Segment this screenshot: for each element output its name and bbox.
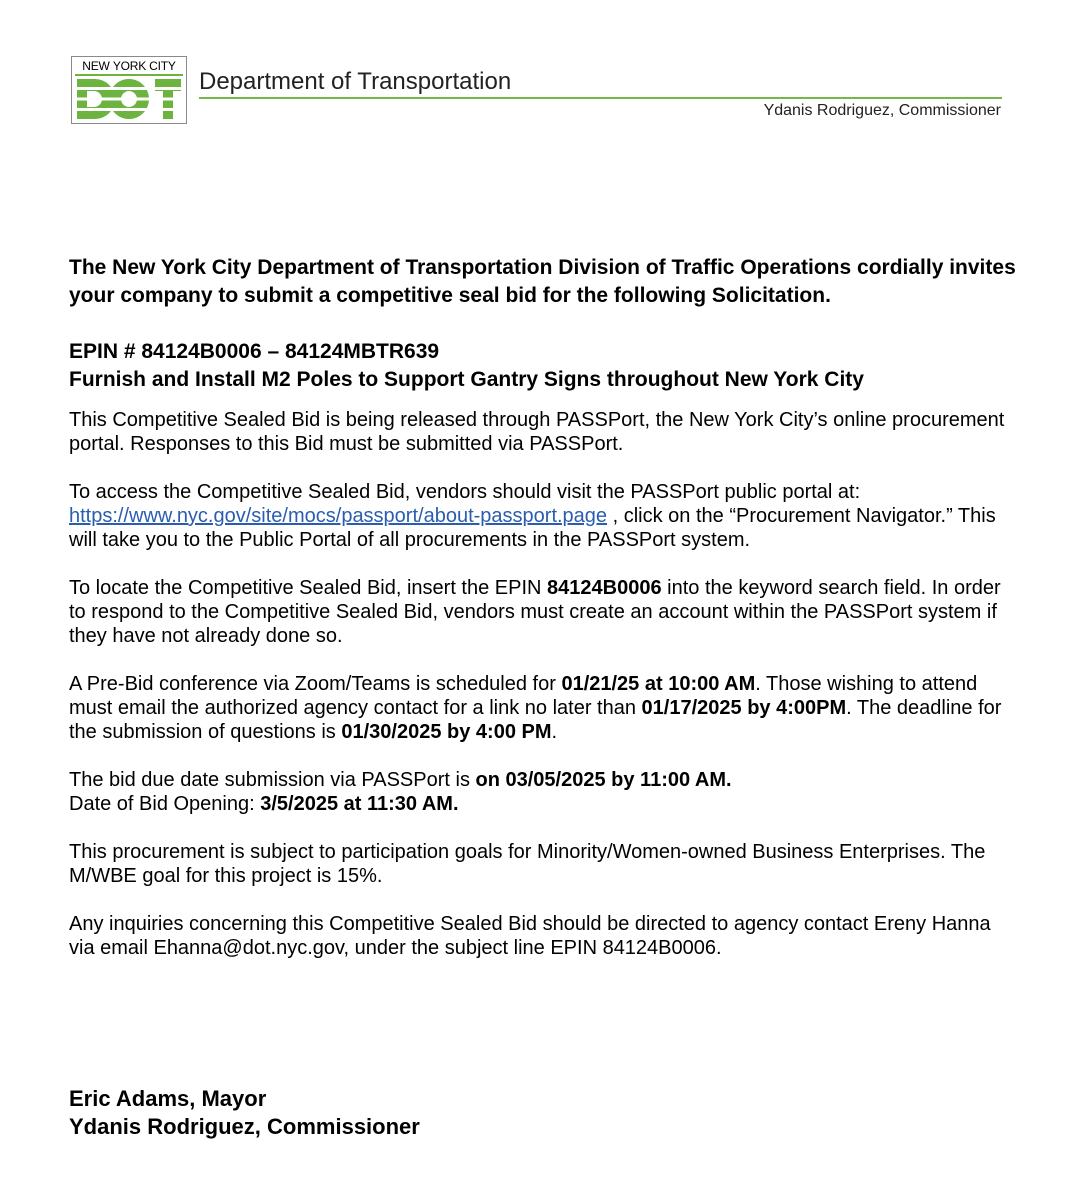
- prebid-date: 01/21/25 at 10:00 AM: [561, 673, 756, 695]
- invitation-intro: The New York City Department of Transportation Division of Traffic Operations cordially invites your company to submit a competitive seal bid for the following Solicitation.: [69, 256, 1016, 307]
- logo-rule: [75, 74, 183, 76]
- questions-deadline: 01/30/2025 by 4:00 PM: [341, 721, 552, 743]
- mwbe-paragraph: This procurement is subject to participation goals for Minority/Women-owned Business Enterprises. The M/WBE goal for this project is 15%.: [69, 841, 986, 887]
- due-date-paragraph: The bid due date submission via PASSPort is on 03/05/2025 by 11:00 AM. Date of Bid Opening: 3/5/2025 at 11:30 AM.: [69, 769, 732, 815]
- solicitation-heading: [69, 338, 1019, 394]
- bid-due-date: on 03/05/2025 by 11:00 AM.: [475, 769, 732, 791]
- header-divider: [199, 97, 1002, 99]
- bid-opening-date: 3/5/2025 at 11:30 AM.: [260, 793, 459, 815]
- inquiries-paragraph: Any inquiries concerning this Competitive Sealed Bid should be directed to agency contact Ereny Hanna via email Ehanna@dot.nyc.gov, under the subject line EPIN 84124B0006.: [69, 913, 991, 959]
- solicitation-title: Furnish and Install M2 Poles to Support Gantry Signs throughout New York City: [69, 368, 864, 391]
- header-commissioner: Ydanis Rodriguez, Commissioner: [763, 102, 1001, 119]
- commissioner-name: Ydanis Rodriguez, Commissioner: [69, 1114, 420, 1139]
- locate-paragraph: To locate the Competitive Sealed Bid, insert the EPIN 84124B0006 into the keyword search field. In order to respond to the Competitive Sealed Bid, vendors must create an account within the PASSPort system if they have not already done so.: [69, 577, 1001, 647]
- access-paragraph: To access the Competitive Sealed Bid, vendors should visit the PASSPort public portal at: https://www.nyc.gov/site/mocs/passport/about-passport.page , click on the “Procurement Navigator.” This will take you to the Public Portal of all procurements in the PASSPort system.: [69, 481, 996, 551]
- rsvp-deadline: 01/17/2025 by 4:00PM: [641, 697, 847, 719]
- nyc-dot-logo: [71, 56, 187, 124]
- epin-line: EPIN # 84124B0006 – 84124MBTR639: [69, 340, 440, 363]
- prebid-paragraph: A Pre-Bid conference via Zoom/Teams is scheduled for 01/21/25 at 10:00 AM. Those wishing to attend must email the authorized agency contact for a link no later than 01/17/2025 by 4:00PM. The deadline for the submission of questions is 01/30/2025 by 4:00 PM.: [69, 673, 1002, 743]
- logo-city-text: NEW YORK CITY: [82, 59, 176, 73]
- department-name: Department of Transportation: [199, 68, 512, 95]
- dot-letters-logo: [75, 78, 183, 120]
- letter-body: [69, 254, 1019, 984]
- release-paragraph: This Competitive Sealed Bid is being released through PASSPort, the New York City’s online procurement portal. Responses to this Bid must be submitted via PASSPort.: [69, 409, 1005, 455]
- epin-number: 84124B0006: [547, 577, 662, 599]
- passport-link[interactable]: https://www.nyc.gov/site/mocs/passport/about-passport.page: [69, 505, 608, 527]
- signature-block: [69, 1085, 420, 1141]
- mayor-name: Eric Adams, Mayor: [69, 1086, 267, 1111]
